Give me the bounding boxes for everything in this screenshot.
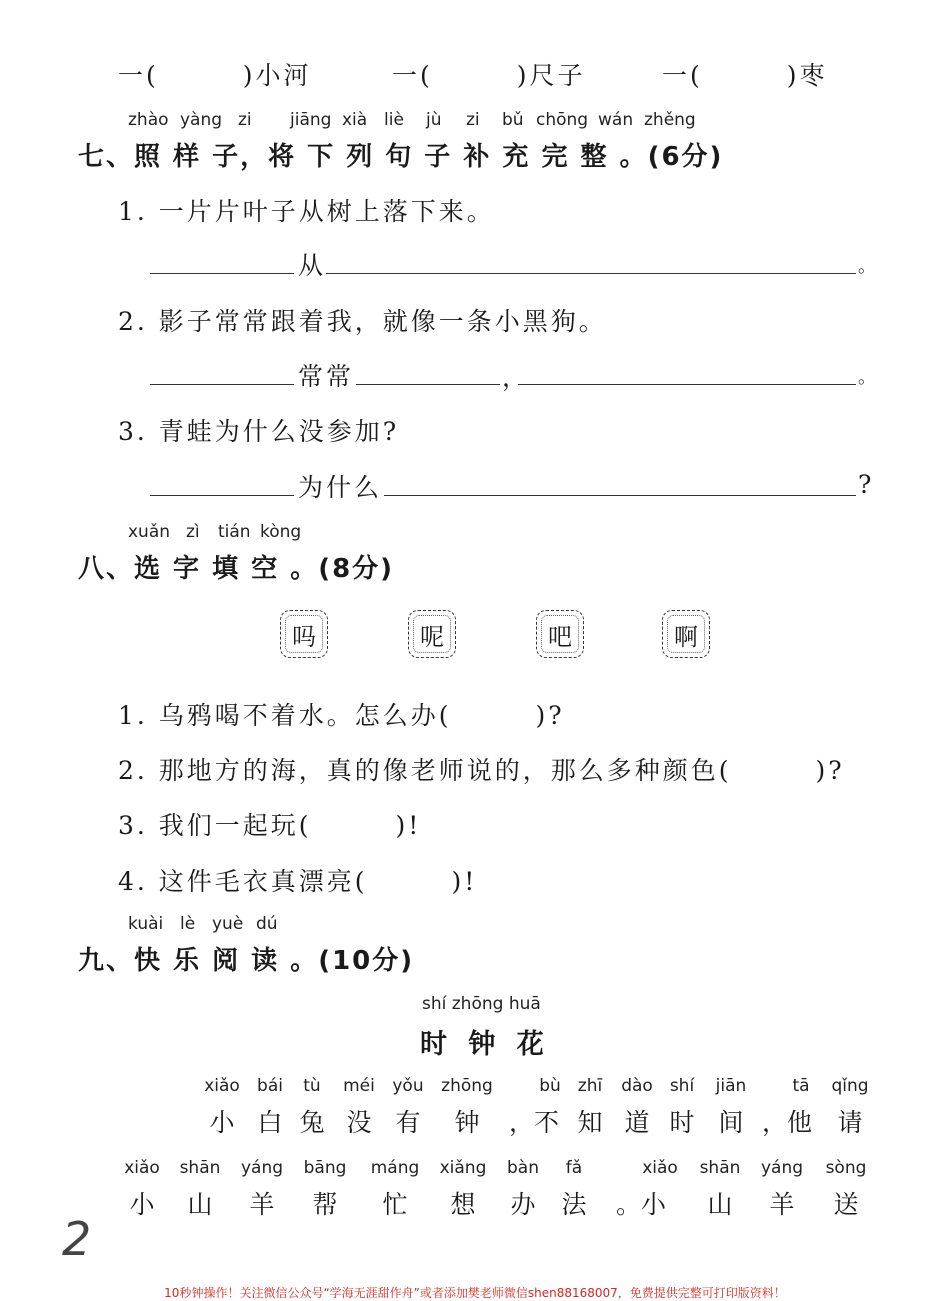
pinyin: bù bbox=[539, 1076, 561, 1096]
pinyin: chōng bbox=[536, 110, 589, 130]
section8-q2: 2. 那地方的海，真的像老师说的，那么多种颜色( )? bbox=[118, 756, 845, 785]
pinyin: yuè bbox=[212, 914, 244, 934]
pinyin: zhěng bbox=[644, 110, 696, 130]
blank-line bbox=[150, 495, 294, 496]
section8-title: 八、选 字 填 空 。(8分) bbox=[78, 554, 395, 584]
choice-char: 啊 bbox=[674, 622, 698, 651]
story-char: 山 bbox=[187, 1190, 213, 1219]
pinyin: kòng bbox=[260, 522, 302, 542]
page-number: 2 bbox=[62, 1212, 92, 1266]
pinyin: zhōng bbox=[441, 1076, 493, 1096]
story-char: 小 bbox=[129, 1190, 155, 1219]
pinyin: tián bbox=[218, 522, 251, 542]
story-char: ，他 bbox=[761, 1108, 812, 1137]
story-char: ，不 bbox=[508, 1108, 559, 1137]
top-item-3: 一( )枣 bbox=[662, 61, 828, 90]
story-char: 法 bbox=[561, 1190, 587, 1219]
q1-end: 。 bbox=[858, 256, 879, 277]
story-char: 办 bbox=[510, 1190, 536, 1219]
q3-word: 为什么 bbox=[298, 473, 383, 502]
pinyin: xiǎo bbox=[204, 1076, 240, 1096]
pinyin: méi bbox=[343, 1076, 375, 1096]
pinyin: bǔ bbox=[502, 110, 524, 130]
story-char: 钟 bbox=[454, 1108, 480, 1137]
top-item-2: 一( )尺子 bbox=[392, 61, 586, 90]
pinyin: fǎ bbox=[565, 1158, 583, 1178]
story-char: 兔 bbox=[299, 1108, 325, 1137]
pinyin: xià bbox=[342, 110, 368, 130]
choice-box bbox=[662, 610, 710, 658]
blank-line bbox=[356, 384, 500, 385]
story-char: 羊 bbox=[769, 1190, 795, 1219]
blank-line bbox=[384, 495, 856, 496]
pinyin: zì bbox=[186, 522, 200, 542]
section8-q3: 3. 我们一起玩( )! bbox=[118, 811, 422, 840]
pinyin: yǒu bbox=[392, 1076, 424, 1096]
story-char: 忙 bbox=[382, 1190, 408, 1219]
blank-line bbox=[326, 273, 856, 274]
choice-char: 吗 bbox=[292, 622, 316, 651]
choice-box bbox=[408, 610, 456, 658]
pinyin: dào bbox=[621, 1076, 653, 1096]
section7-title: 七、照 样 子，将 下 列 句 子 补 充 完 整 。(6分) bbox=[78, 142, 724, 172]
pinyin: yáng bbox=[240, 1158, 284, 1178]
story-char: 帮 bbox=[312, 1190, 338, 1219]
pinyin: bái bbox=[257, 1076, 283, 1096]
pinyin: lè bbox=[180, 914, 196, 934]
story-char: 间 bbox=[718, 1108, 744, 1137]
story-char: 知 bbox=[577, 1108, 603, 1137]
pinyin: tā bbox=[792, 1076, 810, 1096]
pinyin: wán bbox=[598, 110, 634, 130]
blank-line bbox=[150, 273, 294, 274]
pinyin: xiǎo bbox=[124, 1158, 160, 1178]
story-char: 白 bbox=[257, 1108, 283, 1137]
pinyin: jiān bbox=[715, 1076, 747, 1096]
top-item-1: 一( )小河 bbox=[118, 61, 312, 90]
pinyin: shān bbox=[179, 1158, 221, 1178]
pinyin: shí bbox=[669, 1076, 695, 1096]
story-char: 想 bbox=[450, 1190, 476, 1219]
story-char: 请 bbox=[837, 1108, 863, 1137]
pinyin: zi bbox=[466, 110, 480, 130]
q2-word: 常常 bbox=[298, 362, 355, 391]
story-char: 有 bbox=[395, 1108, 421, 1137]
choice-box bbox=[536, 610, 584, 658]
section8-q1: 1. 乌鸦喝不着水。怎么办( )? bbox=[118, 701, 565, 730]
pinyin: bàn bbox=[507, 1158, 539, 1178]
pinyin: máng bbox=[370, 1158, 420, 1178]
pinyin: xiǎng bbox=[439, 1158, 487, 1178]
pinyin: zhào bbox=[128, 110, 169, 130]
story-title: 时 钟 花 bbox=[420, 1029, 550, 1060]
pinyin: dú bbox=[256, 914, 278, 934]
pinyin: bāng bbox=[303, 1158, 347, 1178]
pinyin: liè bbox=[384, 110, 404, 130]
pinyin: sòng bbox=[825, 1158, 867, 1178]
story-char: 小 bbox=[209, 1108, 235, 1137]
pinyin: jù bbox=[426, 110, 442, 130]
blank-line bbox=[518, 384, 856, 385]
q3-end: ? bbox=[858, 470, 875, 499]
pinyin: qǐng bbox=[831, 1076, 869, 1096]
story-char: 。小 bbox=[615, 1190, 666, 1219]
story-char: 时 bbox=[669, 1108, 695, 1137]
section7-q2: 2. 影子常常跟着我，就像一条小黑狗。 bbox=[118, 307, 607, 336]
pinyin: yàng bbox=[180, 110, 223, 130]
story-title-pinyin: shí zhōng huā bbox=[422, 994, 541, 1014]
q2-end: 。 bbox=[858, 367, 879, 388]
choice-char: 呢 bbox=[420, 622, 444, 651]
story-char: 没 bbox=[346, 1108, 372, 1137]
pinyin: jiāng bbox=[290, 110, 332, 130]
section7-q1: 1. 一片片叶子从树上落下来。 bbox=[118, 197, 495, 226]
section8-q4: 4. 这件毛衣真漂亮( )! bbox=[118, 867, 478, 896]
pinyin: tù bbox=[303, 1076, 321, 1096]
q1-word: 从 bbox=[298, 251, 327, 280]
footer-note: 10秒钟操作！关注微信公众号“学海无涯甜作舟”或者添加樊老师微信shen88168007，免费提供完整可打印版资料！ bbox=[164, 1286, 786, 1300]
story-char: 山 bbox=[707, 1190, 733, 1219]
pinyin: kuài bbox=[128, 914, 164, 934]
choice-box bbox=[280, 610, 328, 658]
pinyin: zhī bbox=[577, 1076, 603, 1096]
story-char: 道 bbox=[624, 1108, 650, 1137]
blank-line bbox=[150, 384, 294, 385]
q2-comma: ， bbox=[502, 363, 531, 392]
story-char: 羊 bbox=[249, 1190, 275, 1219]
pinyin: yáng bbox=[760, 1158, 804, 1178]
pinyin: xiǎo bbox=[642, 1158, 678, 1178]
story-char: 送 bbox=[833, 1190, 859, 1219]
choice-char: 吧 bbox=[548, 622, 572, 651]
pinyin: xuǎn bbox=[128, 522, 171, 542]
section7-q3: 3. 青蛙为什么没参加? bbox=[118, 417, 400, 446]
section9-title: 九、快 乐 阅 读 。(10分) bbox=[78, 946, 415, 976]
pinyin: shān bbox=[699, 1158, 741, 1178]
pinyin: zi bbox=[238, 110, 252, 130]
